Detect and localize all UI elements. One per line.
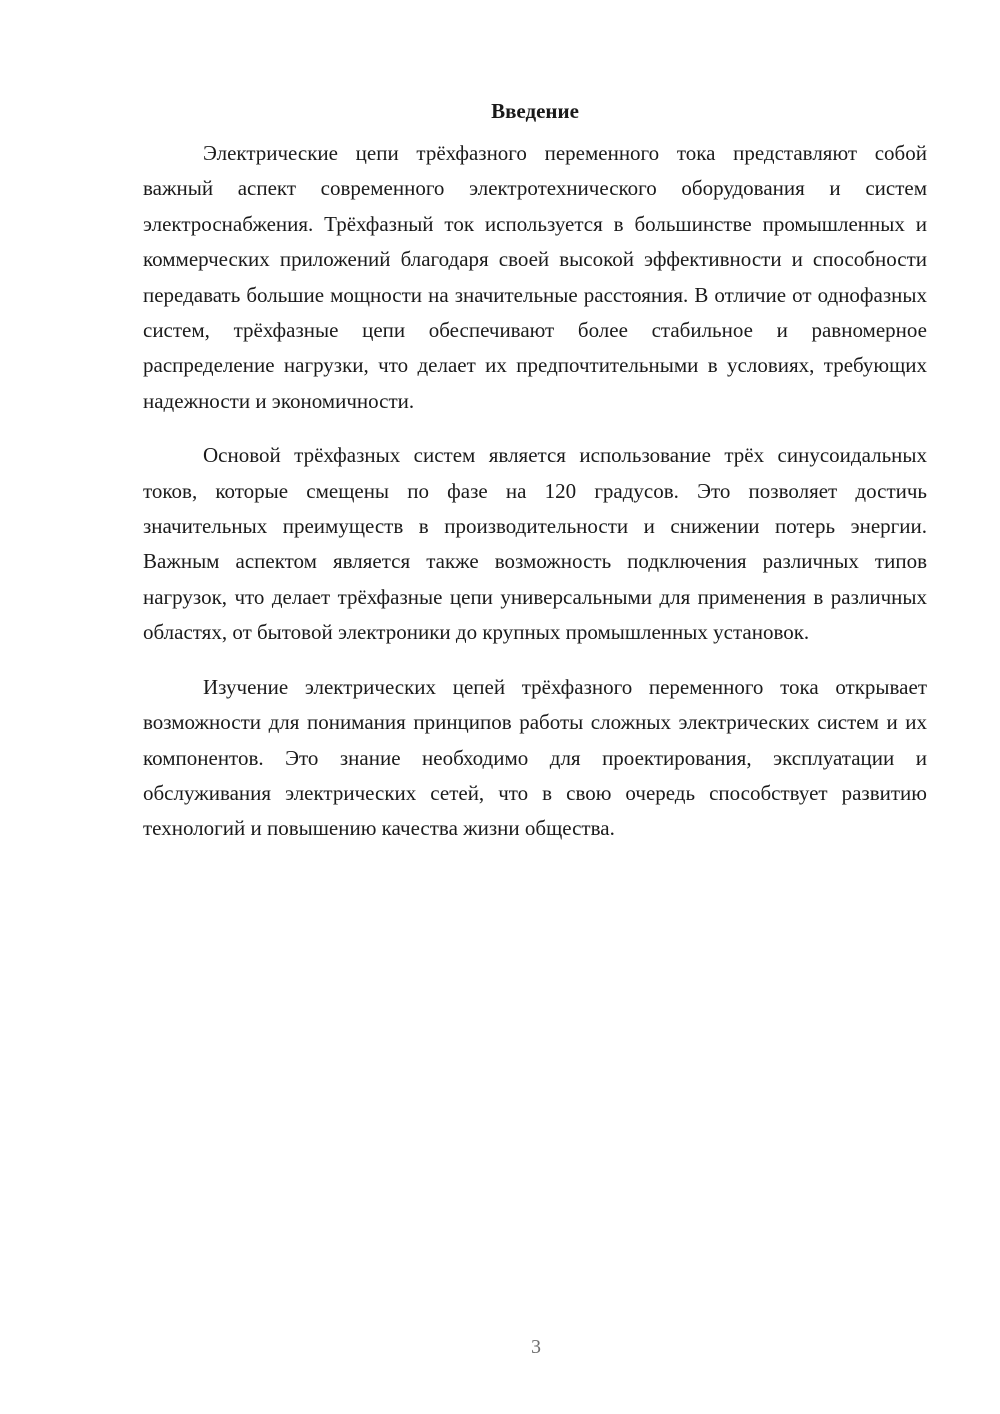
paragraph-1: Электрические цепи трёхфазного переменного тока представляют собой важный аспект современного электротехнического оборудования и систем электроснабжения. Трёхфазный ток используется в большинстве промышленных и коммерческих приложений благодаря своей высокой эффективности и способности передавать большие мощности на значительные расстояния. В отличие от однофазных систем, трёхфазные цепи обеспечивают более стабильное и равномерное распределение нагрузки, что делает их предпочтительными в условиях, требующих надежности и экономичности. xyxy=(143,141,927,413)
page-number: 3 xyxy=(531,1336,541,1358)
paragraph-3: Изучение электрических цепей трёхфазного переменного тока открывает возможности для понимания принципов работы сложных электрических систем и их компонентов. Это знание необходимо для проектирования, эксплуатации и обслуживания электрических сетей, что в свою очередь способствует развитию технологий и повышению качества жизни общества. xyxy=(143,674,927,841)
paragraph-2: Основой трёхфазных систем является использование трёх синусоидальных токов, которые смещены по фазе на 120 градусов. Это позволяет достичь значительных преимуществ в производительности и снижении потерь энергии. Важным аспектом является также возможность подключения различных типов нагрузок, что делает трёхфазные цепи универсальными для применения в различных областях, от бытовой электроники до крупных промышленных установок. xyxy=(143,443,927,645)
section-heading: Введение xyxy=(491,99,579,123)
page-content xyxy=(143,96,927,866)
